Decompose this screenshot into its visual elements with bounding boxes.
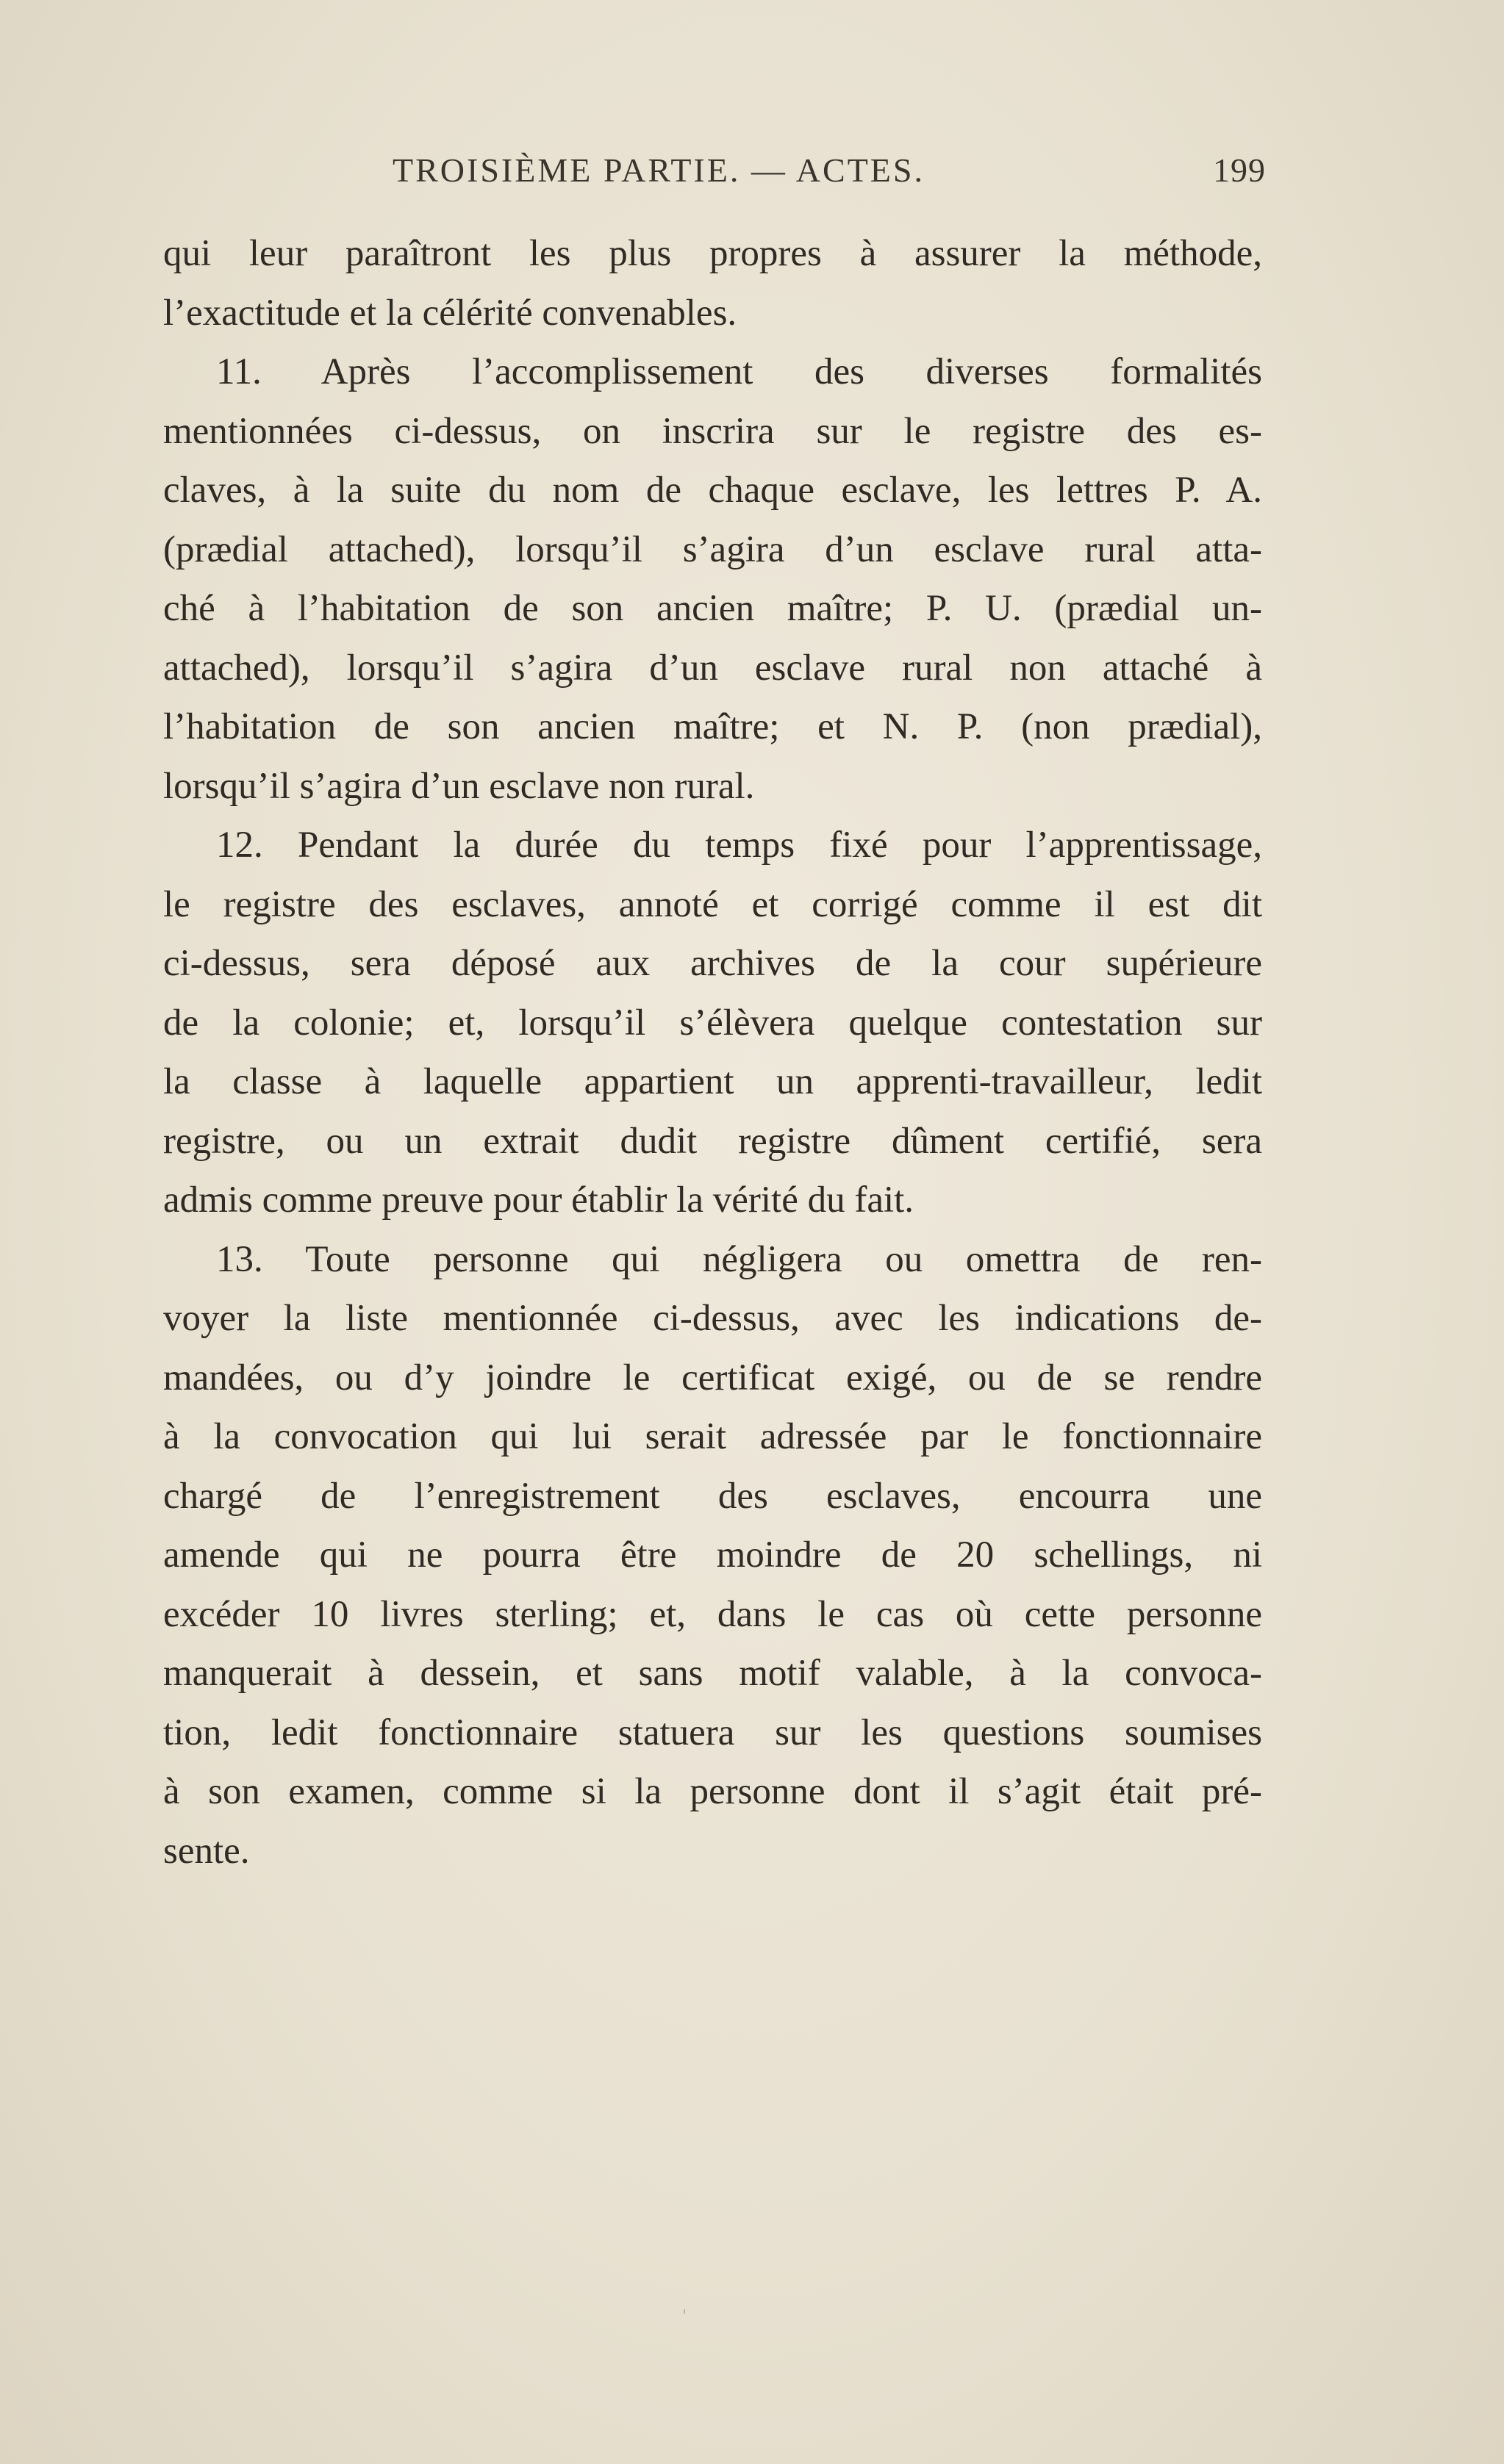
text-line: mandées, ou d’y joindre le certificat exigé, ou de se rendre xyxy=(163,1357,1262,1398)
text-line: le registre des esclaves, annoté et corrigé comme il est dit xyxy=(163,883,1262,925)
text-line: 13. Toute personne qui négligera ou omettra de ren- xyxy=(216,1238,1262,1280)
text-line: voyer la liste mentionnée ci-dessus, avec les indications de- xyxy=(163,1298,1262,1339)
text-line: claves, à la suite du nom de chaque esclave, les lettres P. A. xyxy=(163,470,1262,511)
text-line: manquerait à dessein, et sans motif valable, à la convoca- xyxy=(163,1653,1262,1694)
text-line: registre, ou un extrait dudit registre dûment certifié, sera xyxy=(163,1120,1262,1162)
paper-speck: ' xyxy=(682,2307,687,2326)
text-line: tion, ledit fonctionnaire statuera sur les questions soumises xyxy=(163,1711,1262,1753)
text-line: (prædial attached), lorsqu’il s’agira d’un esclave rural atta- xyxy=(163,528,1262,570)
text-line: qui leur paraîtront les plus propres à assurer la méthode, xyxy=(163,233,1262,274)
text-line: excéder 10 livres sterling; et, dans le cas où cette personne xyxy=(163,1593,1262,1635)
body-text xyxy=(163,224,1262,1881)
text-line: l’habitation de son ancien maître; et N. P. (non prædial), xyxy=(163,706,1262,747)
text-line: à son examen, comme si la personne dont il s’agit était pré- xyxy=(163,1771,1262,1812)
page-number: 199 xyxy=(1213,151,1266,189)
page-header xyxy=(163,151,1266,209)
running-title: TROISIÈME PARTIE. — ACTES. xyxy=(393,151,925,189)
text-line: mentionnées ci-dessus, on inscrira sur le registre des es- xyxy=(163,410,1262,452)
text-line: chargé de l’enregistrement des esclaves, encourra une xyxy=(163,1475,1262,1517)
text-line: 11. Après l’accomplissement des diverses formalités xyxy=(216,351,1262,392)
text-line: ché à l’habitation de son ancien maître; P. U. (prædial un- xyxy=(163,588,1262,629)
text-line: l’exactitude et la célérité convenables. xyxy=(163,292,737,334)
text-line: sente. xyxy=(163,1830,250,1872)
text-line: la classe à laquelle appartient un apprenti-travailleur, ledit xyxy=(163,1061,1262,1102)
text-line: attached), lorsqu’il s’agira d’un esclave rural non attaché à xyxy=(163,647,1262,689)
text-line: à la convocation qui lui serait adressée par le fonctionnaire xyxy=(163,1416,1262,1457)
text-line: de la colonie; et, lorsqu’il s’élèvera quelque contestation sur xyxy=(163,1002,1262,1044)
text-line: admis comme preuve pour établir la vérité du fait. xyxy=(163,1179,914,1221)
text-line: lorsqu’il s’agira d’un esclave non rural. xyxy=(163,765,755,807)
text-line: amende qui ne pourra être moindre de 20 schellings, ni xyxy=(163,1534,1262,1576)
text-line: 12. Pendant la durée du temps fixé pour l’apprentissage, xyxy=(216,825,1262,866)
text-line: ci-dessus, sera déposé aux archives de la cour supérieure xyxy=(163,943,1262,984)
